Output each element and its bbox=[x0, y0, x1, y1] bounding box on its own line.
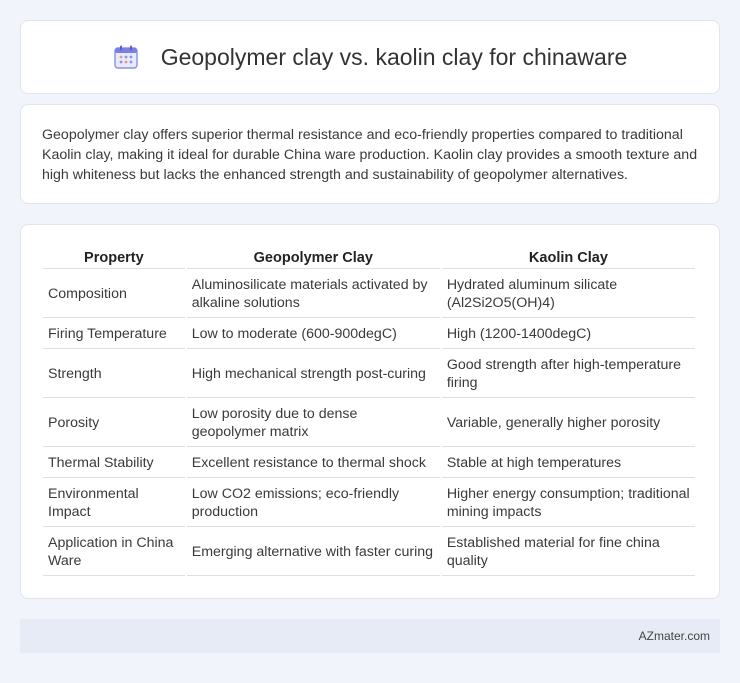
table-row bbox=[43, 400, 695, 447]
geopolymer-cell: Low porosity due to dense geopolymer matrix bbox=[187, 400, 440, 447]
geopolymer-cell: Aluminosilicate materials activated by alkaline solutions bbox=[187, 271, 440, 318]
intro-text: Geopolymer clay offers superior thermal resistance and eco-friendly properties compared to traditional Kaolin clay, making it ideal for durable China ware production. Kaolin clay provides a smooth texture and high whiteness but lacks the enhanced strength and sustainability of geopolymer alternatives. bbox=[42, 127, 698, 183]
geopolymer-cell: Low to moderate (600-900degC) bbox=[187, 320, 440, 349]
kaolin-cell: High (1200-1400degC) bbox=[442, 320, 695, 349]
page-title: Geopolymer clay vs. kaolin clay for chinaware bbox=[160, 43, 628, 70]
table-row bbox=[43, 529, 695, 576]
geopolymer-cell: Excellent resistance to thermal shock bbox=[187, 449, 440, 478]
kaolin-cell: Established material for fine china quality bbox=[442, 529, 695, 576]
property-cell: Composition bbox=[43, 271, 185, 318]
header-kaolin: Kaolin Clay bbox=[442, 247, 695, 269]
table-header-row bbox=[43, 247, 695, 269]
comparison-table-card bbox=[20, 224, 720, 599]
geopolymer-cell: Low CO2 emissions; eco-friendly production bbox=[187, 480, 440, 527]
property-cell: Firing Temperature bbox=[43, 320, 185, 349]
kaolin-cell: Variable, generally higher porosity bbox=[442, 400, 695, 447]
kaolin-cell: Hydrated aluminum silicate (Al2Si2O5(OH)4) bbox=[442, 271, 695, 318]
table-row bbox=[43, 320, 695, 349]
title-card bbox=[20, 20, 720, 94]
header-geopolymer: Geopolymer Clay bbox=[187, 247, 440, 269]
footer-brand: AZmater.com bbox=[638, 629, 710, 643]
property-cell: Porosity bbox=[43, 400, 185, 447]
table-row bbox=[43, 480, 695, 527]
property-cell: Thermal Stability bbox=[43, 449, 185, 478]
calendar-icon bbox=[113, 44, 139, 70]
property-cell: Application in China Ware bbox=[43, 529, 185, 576]
kaolin-cell: Good strength after high-temperature firing bbox=[442, 351, 695, 398]
table-row bbox=[43, 449, 695, 478]
geopolymer-cell: High mechanical strength post-curing bbox=[187, 351, 440, 398]
table-row bbox=[43, 271, 695, 318]
intro-card bbox=[20, 104, 720, 204]
kaolin-cell: Higher energy consumption; traditional mining impacts bbox=[442, 480, 695, 527]
header-property: Property bbox=[43, 247, 185, 269]
kaolin-cell: Stable at high temperatures bbox=[442, 449, 695, 478]
geopolymer-cell: Emerging alternative with faster curing bbox=[187, 529, 440, 576]
property-cell: Environmental Impact bbox=[43, 480, 185, 527]
comparison-table bbox=[41, 245, 697, 578]
property-cell: Strength bbox=[43, 351, 185, 398]
footer bbox=[20, 619, 720, 653]
table-row bbox=[43, 351, 695, 398]
